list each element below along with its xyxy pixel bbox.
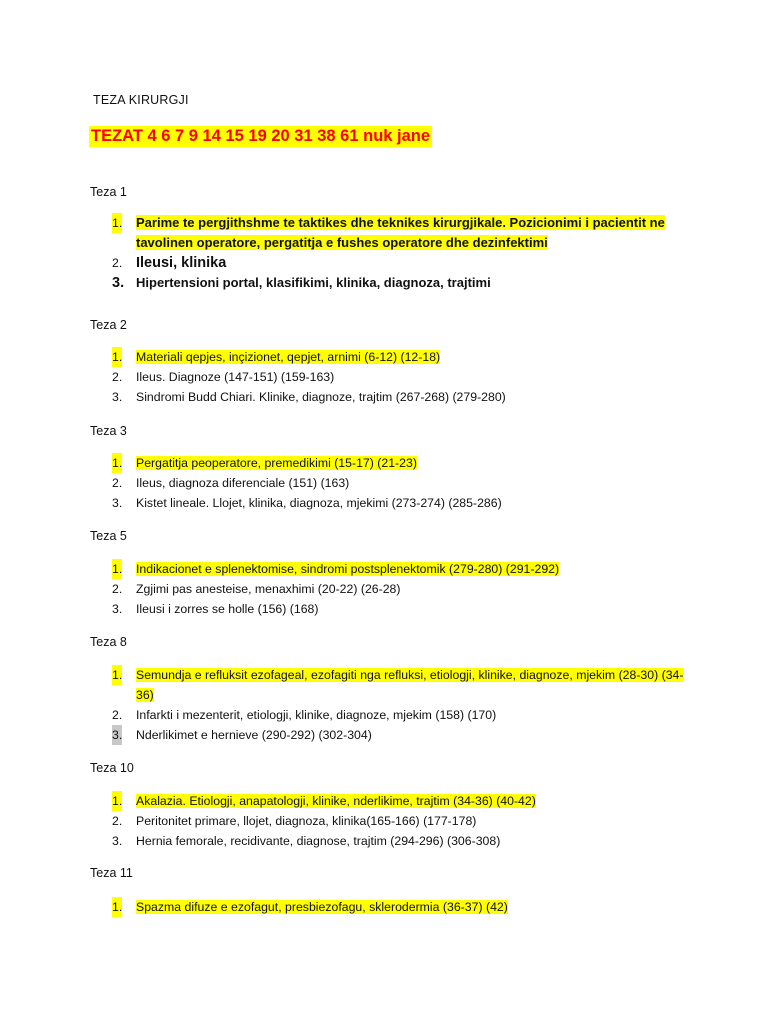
list-item bbox=[112, 665, 692, 705]
excluded-theses-banner: TEZAT 4 6 7 9 14 15 19 20 31 38 61 nuk jane bbox=[91, 127, 431, 145]
list-item bbox=[112, 559, 692, 579]
document-title: TEZA KIRURGJI bbox=[93, 93, 189, 107]
list-item bbox=[112, 453, 692, 473]
item-text: Parime te pergjithshme te taktikes dhe teknikes kirurgjikale. Pozicionimi i pacientit ne tavolinen operatore, pergatitja e fushes operatore dhe dezinfektimi bbox=[136, 215, 665, 250]
item-number: 3. bbox=[112, 834, 123, 848]
list-item bbox=[112, 473, 692, 493]
item-text: Ileusi, klinika bbox=[136, 255, 227, 271]
item-number: 1. bbox=[112, 791, 122, 811]
list-item bbox=[112, 897, 692, 917]
item-text: Ileus. Diagnoze (147-151) (159-163) bbox=[136, 370, 335, 384]
item-text: Pergatitja peoperatore, premedikimi (15-17) (21-23) bbox=[136, 456, 417, 470]
list-item bbox=[112, 831, 692, 851]
teza-heading: Teza 1 bbox=[90, 185, 127, 199]
item-text: Kistet lineale. Llojet, klinika, diagnoza, mjekimi (273-274) (285-286) bbox=[136, 496, 502, 510]
item-text: Infarkti i mezenterit, etiologji, klinike, diagnoze, mjekim (158) (170) bbox=[136, 708, 497, 722]
item-text: Nderlikimet e hernieve (290-292) (302-304) bbox=[136, 728, 372, 742]
teza-heading: Teza 11 bbox=[90, 866, 133, 880]
item-number: 1. bbox=[112, 559, 122, 579]
teza-heading: Teza 8 bbox=[90, 635, 127, 649]
teza-heading: Teza 5 bbox=[90, 529, 127, 543]
item-number: 2. bbox=[112, 476, 123, 490]
list-item bbox=[112, 579, 692, 599]
item-number: 1. bbox=[112, 453, 122, 473]
teza-item-list bbox=[112, 347, 692, 407]
teza-heading: Teza 2 bbox=[90, 318, 127, 332]
item-text: Sindromi Budd Chiari. Klinike, diagnoze, trajtim (267-268) (279-280) bbox=[136, 390, 506, 404]
list-item bbox=[112, 791, 692, 811]
item-text: Indikacionet e splenektomise, sindromi postsplenektomik (279-280) (291-292) bbox=[136, 562, 560, 576]
teza-heading: Teza 3 bbox=[90, 424, 127, 438]
item-number: 2. bbox=[112, 582, 123, 596]
teza-item-list bbox=[112, 453, 692, 513]
item-number: 1. bbox=[112, 213, 122, 233]
item-number: 1. bbox=[112, 897, 122, 917]
item-number: 2. bbox=[112, 256, 123, 270]
list-item bbox=[112, 273, 692, 293]
list-item bbox=[112, 725, 692, 745]
item-text: Hipertensioni portal, klasifikimi, klinika, diagnoza, trajtimi bbox=[136, 275, 491, 290]
item-text: Akalazia. Etiologji, anapatologji, klinike, nderlikime, trajtim (34-36) (40-42) bbox=[136, 794, 536, 808]
teza-heading: Teza 10 bbox=[90, 761, 134, 775]
list-item bbox=[112, 599, 692, 619]
item-text: Materiali qepjes, inçizionet, qepjet, arnimi (6-12) (12-18) bbox=[136, 350, 441, 364]
teza-item-list bbox=[112, 559, 692, 619]
list-item bbox=[112, 705, 692, 725]
teza-item-list bbox=[112, 791, 692, 851]
list-item bbox=[112, 347, 692, 367]
item-text: Spazma difuze e ezofagut, presbiezofagu, sklerodermia (36-37) (42) bbox=[136, 900, 508, 914]
list-item bbox=[112, 387, 692, 407]
list-item bbox=[112, 811, 692, 831]
list-item bbox=[112, 367, 692, 387]
item-number: 3. bbox=[112, 275, 125, 291]
item-text: Ileus, diagnoza diferenciale (151) (163) bbox=[136, 476, 350, 490]
item-number: 3. bbox=[112, 602, 123, 616]
item-text: Ileusi i zorres se holle (156) (168) bbox=[136, 602, 319, 616]
item-text: Semundja e refluksit ezofageal, ezofagiti nga refluksi, etiologji, klinike, diagnoze, mjekim (28-30) (34-36) bbox=[136, 668, 684, 702]
item-number: 2. bbox=[112, 708, 123, 722]
teza-item-list bbox=[112, 665, 692, 745]
teza-item-list bbox=[112, 897, 692, 917]
item-number: 2. bbox=[112, 370, 123, 384]
item-number: 1. bbox=[112, 665, 122, 685]
item-number: 3. bbox=[112, 725, 122, 745]
item-text: Hernia femorale, recidivante, diagnose, trajtim (294-296) (306-308) bbox=[136, 834, 501, 848]
list-item bbox=[112, 213, 692, 253]
item-number: 1. bbox=[112, 347, 122, 367]
item-text: Zgjimi pas anesteise, menaxhimi (20-22) (26-28) bbox=[136, 582, 401, 596]
item-text: Peritonitet primare, llojet, diagnoza, klinika(165-166) (177-178) bbox=[136, 814, 477, 828]
list-item bbox=[112, 253, 692, 273]
item-number: 2. bbox=[112, 814, 123, 828]
item-number: 3. bbox=[112, 496, 123, 510]
teza-item-list bbox=[112, 213, 692, 293]
list-item bbox=[112, 493, 692, 513]
item-number: 3. bbox=[112, 390, 123, 404]
